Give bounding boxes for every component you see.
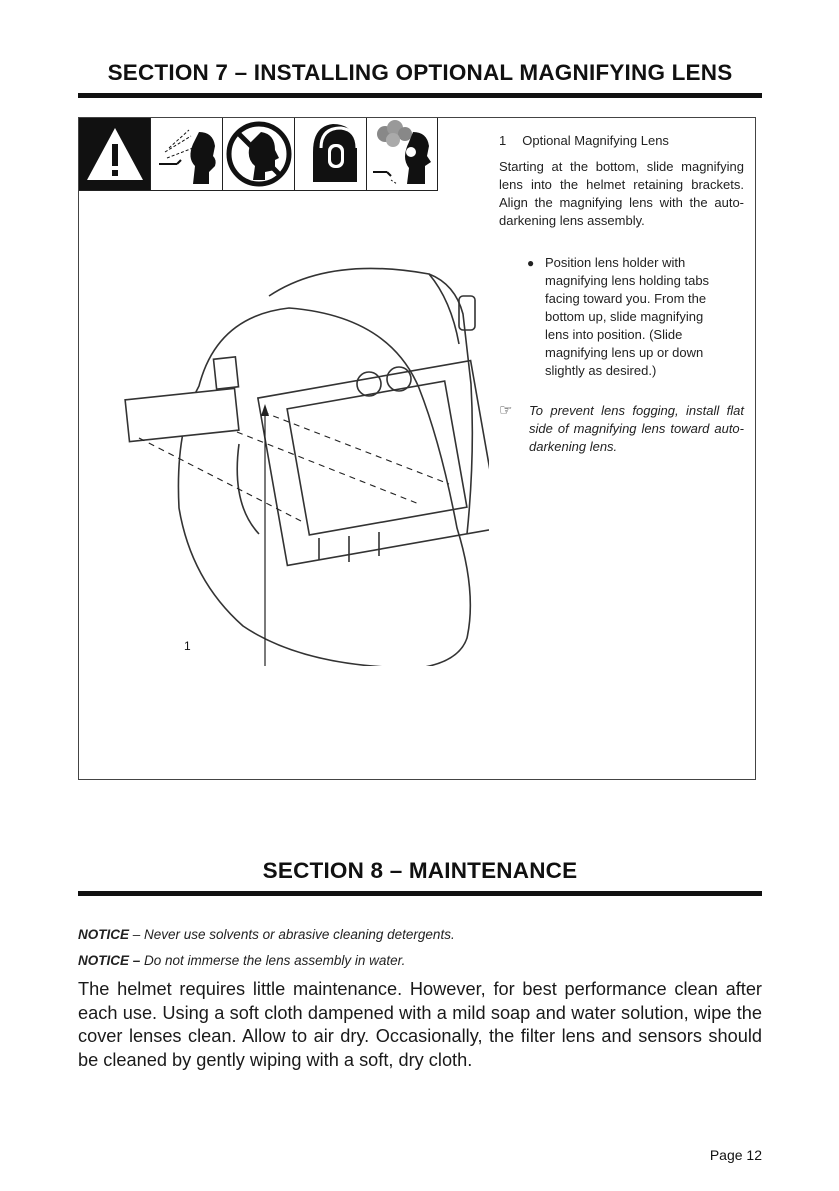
callout-bullet <box>499 254 744 380</box>
note-text: To prevent lens fogging, install flat side of magnifying lens toward auto-darkening lens. <box>529 403 744 454</box>
warning-icon <box>79 118 151 190</box>
callout-number: 1 <box>499 133 507 148</box>
page-number: Page 12 <box>709 1147 762 1163</box>
callout-note <box>499 402 744 456</box>
notice-label: NOTICE <box>78 927 130 942</box>
figure-box <box>78 117 756 780</box>
notice-label: NOTICE – <box>78 953 141 968</box>
hazard-icon-strip <box>79 118 438 191</box>
section-7-rule <box>78 93 762 98</box>
figure-callout <box>499 132 744 456</box>
bullet-text: Position lens holder with magnifying lens holding tabs facing toward you. From the bottom up, slide magnifying lens into position. (Slide magnifying lens up or down slightly as desired.) <box>545 255 710 378</box>
ear-protection-icon <box>295 118 367 190</box>
welding-arc-icon <box>151 118 223 190</box>
helmet-illustration <box>119 236 489 666</box>
notice-text: – Never use solvents or abrasive cleaning detergents. <box>129 927 455 942</box>
notice-text: Do not immerse the lens assembly in water. <box>140 953 406 968</box>
section-8-title: SECTION 8 – MAINTENANCE <box>262 858 578 883</box>
callout-intro: Starting at the bottom, slide magnifying lens into the helmet retaining brackets. Align the magnifying lens with the auto-darkening lens assembly. <box>499 159 744 228</box>
pointing-hand-icon: ☞ <box>499 402 513 419</box>
section-7-title: SECTION 7 – INSTALLING OPTIONAL MAGNIFYING LENS <box>107 60 733 85</box>
bullet-dot-icon: ● <box>527 256 535 270</box>
figure-label: 1 <box>184 639 191 653</box>
maintenance-paragraph: The helmet requires little maintenance. However, for best performance clean after each use. Using a soft cloth dampened with a mild soap and water solution, wipe the cover lenses clean. Allow to air dry. Occasionally, the filter lens and sensors should be cleaned by gently wiping with a soft, dry cloth. <box>78 979 762 1070</box>
callout-title: Optional Magnifying Lens <box>522 133 669 148</box>
notice-solvents <box>78 927 455 942</box>
fumes-icon <box>367 118 437 190</box>
section-8-rule <box>78 891 762 896</box>
notice-immerse <box>78 953 405 968</box>
no-face-exposure-icon <box>223 118 295 190</box>
